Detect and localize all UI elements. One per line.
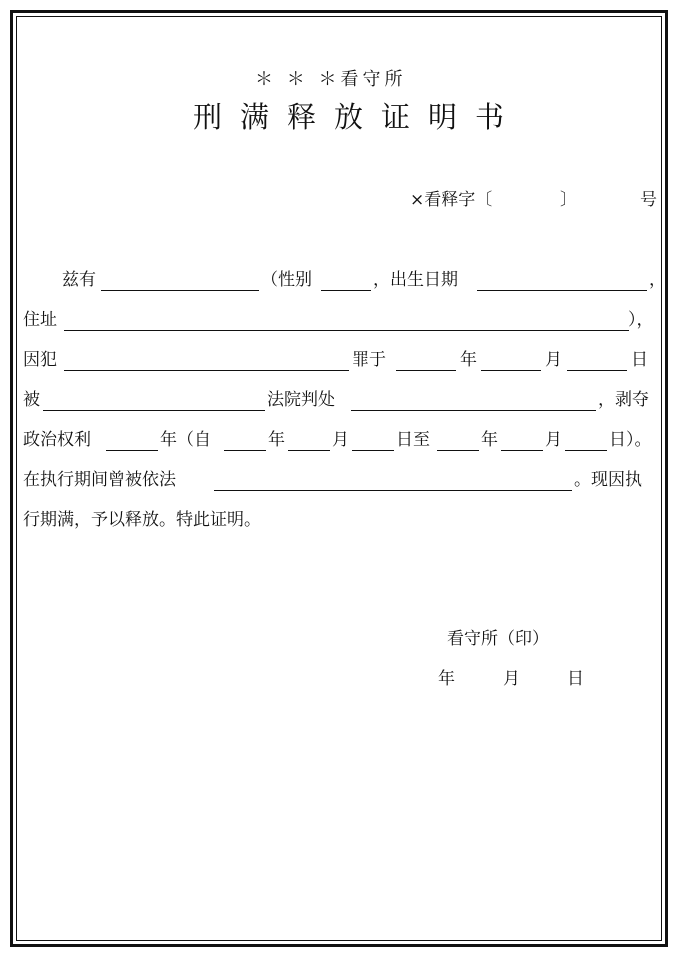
body-line5-text-d: 月 (332, 430, 349, 450)
start-month-blank (288, 450, 330, 451)
issuer-seal-label: 看守所（印） (447, 629, 549, 649)
signature-day: 日 (567, 669, 584, 689)
body-line6-text-b: 。现因执 (574, 470, 642, 490)
body-line5-text-g: 月 (545, 430, 562, 450)
sentence-blank (351, 410, 596, 411)
signature-year: 年 (438, 669, 455, 689)
body-line3-text-a: 因犯 (23, 350, 57, 370)
body-line5-text-h: 日）。 (609, 430, 652, 450)
body-line1-text-d: ， (649, 270, 666, 290)
sentence-day-blank (567, 370, 627, 371)
detention-center-name: ＊ ＊ ＊看守所 (255, 69, 407, 90)
body-line5-text-e: 日至 (396, 430, 430, 450)
body-line3-text-b: 罪于 (352, 350, 386, 370)
body-line4-text-a: 被 (23, 390, 40, 410)
address-blank (64, 330, 629, 331)
body-line5-text-c: 年 (268, 430, 285, 450)
body-line4-text-c: ，剥夺 (598, 390, 649, 410)
end-month-blank (501, 450, 543, 451)
body-line5-text-a: 政治权利 (23, 430, 91, 450)
signature-month: 月 (503, 669, 520, 689)
end-day-blank (565, 450, 607, 451)
body-line3-text-d: 月 (545, 350, 562, 370)
end-year-blank (437, 450, 479, 451)
doc-number-prefix: ×看释字〔 (410, 190, 493, 210)
body-line1-text-c: ，出生日期 (373, 270, 458, 290)
body-line3-text-e: 日 (631, 350, 648, 370)
body-line5-text-f: 年 (481, 430, 498, 450)
body-line2-text-b: ）， (628, 310, 654, 330)
start-year-blank (224, 450, 266, 451)
sentence-month-blank (481, 370, 541, 371)
crime-blank (64, 370, 349, 371)
deprivation-years-blank (106, 450, 158, 451)
start-day-blank (352, 450, 394, 451)
document-title: 刑满释放证明书 (193, 100, 523, 134)
body-line4-text-b: 法院判处 (267, 390, 335, 410)
court-blank (43, 410, 265, 411)
body-line2-text-a: 住址 (23, 310, 57, 330)
body-line3-text-c: 年 (460, 350, 477, 370)
birth-date-blank (477, 290, 647, 291)
body-line5-text-b: 年（自 (160, 430, 211, 450)
body-line1-text-b: （性别 (261, 270, 312, 290)
body-line7-text-a: 行期满，予以释放。特此证明。 (23, 510, 261, 530)
body-line6-text-a: 在执行期间曾被依法 (23, 470, 176, 490)
body-line1-text-a: 兹有 (62, 270, 96, 290)
during-sentence-blank (214, 490, 572, 491)
gender-blank (321, 290, 371, 291)
name-blank (101, 290, 259, 291)
doc-number-bracket-close: 〕 (560, 190, 577, 210)
doc-number-suffix: 号 (640, 190, 657, 210)
sentence-year-blank (396, 370, 456, 371)
